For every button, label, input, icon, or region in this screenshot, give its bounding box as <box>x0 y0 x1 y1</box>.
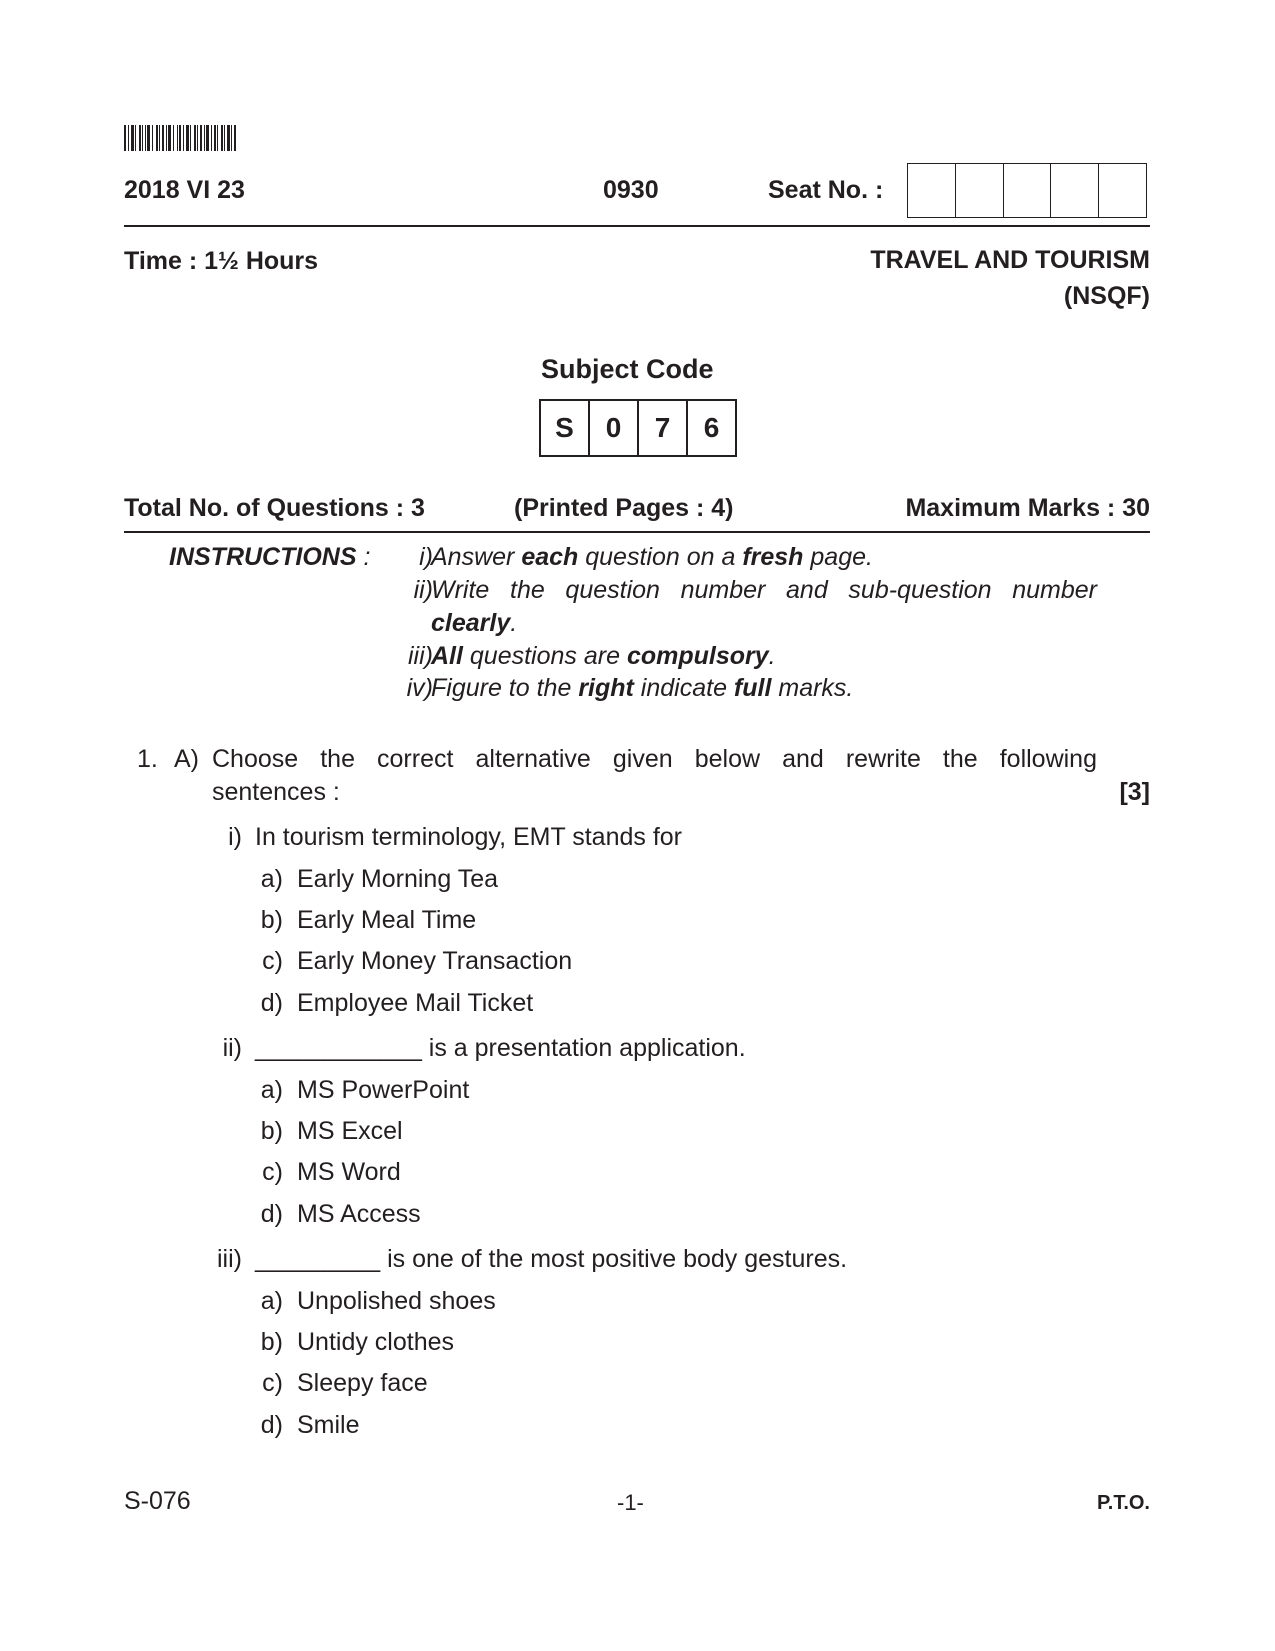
question-part: A) <box>174 745 199 773</box>
subquestion-text: _________ is one of the most positive body gestures. <box>255 1245 848 1273</box>
option-label: a) <box>260 1076 283 1104</box>
option-text: Early Money Transaction <box>297 947 573 975</box>
option-text: Early Morning Tea <box>297 865 499 893</box>
option-label: b) <box>260 1117 283 1145</box>
option-text: MS Access <box>297 1200 421 1228</box>
subject-code-char: S <box>541 401 590 455</box>
option-text: MS PowerPoint <box>297 1076 470 1104</box>
seat-box[interactable] <box>1051 164 1099 217</box>
subject-code-char: 6 <box>703 412 720 443</box>
paper-code: 0930 <box>603 176 659 204</box>
seat-number-boxes[interactable] <box>907 163 1147 218</box>
option-text: Untidy clothes <box>297 1328 455 1356</box>
footer-code: S-076 <box>124 1487 191 1515</box>
subject-code-char: 0 <box>590 401 639 455</box>
option-label: a) <box>260 1287 283 1315</box>
instruction-number: i) <box>419 543 433 571</box>
instruction-3: All questions are compulsory. <box>431 642 776 670</box>
question-marks: [3] <box>1119 778 1150 806</box>
header-divider <box>124 225 1150 227</box>
instruction-2-continued: clearly. <box>431 609 518 637</box>
page-number: -1- <box>617 1490 644 1515</box>
instruction-number: iii) <box>408 642 433 670</box>
option-text: MS Excel <box>297 1117 403 1145</box>
option-label: c) <box>262 947 283 975</box>
exam-time: Time : 1½ Hours <box>124 247 319 275</box>
question-number: 1. <box>137 745 158 773</box>
instruction-2: Write the question number and sub-question number <box>431 576 1097 604</box>
subject-code-label: Subject Code <box>541 354 714 384</box>
subquestion-number: ii) <box>222 1034 242 1062</box>
option-text: Unpolished shoes <box>297 1287 496 1315</box>
seat-box[interactable] <box>908 164 956 217</box>
subject-code-char: 7 <box>639 401 688 455</box>
please-turn-over: P.T.O. <box>1097 1492 1150 1514</box>
subject-title: TRAVEL AND TOURISM <box>870 246 1150 274</box>
option-label: c) <box>262 1158 283 1186</box>
instruction-number: ii) <box>413 576 433 604</box>
option-text: MS Word <box>297 1158 401 1186</box>
question-1a-text: Choose the correct alternative given below and rewrite the following <box>212 745 1097 773</box>
subquestion-number: i) <box>228 823 242 851</box>
barcode <box>124 125 264 151</box>
instruction-4: Figure to the right indicate full marks. <box>431 674 854 702</box>
total-questions: Total No. of Questions : 3 <box>124 494 425 522</box>
option-text: Smile <box>297 1411 360 1439</box>
maximum-marks: Maximum Marks : 30 <box>905 494 1150 522</box>
seat-box[interactable] <box>956 164 1004 217</box>
option-text: Early Meal Time <box>297 906 477 934</box>
totals-divider <box>124 531 1150 533</box>
option-label: d) <box>260 989 283 1017</box>
subject-code-boxes <box>539 399 737 457</box>
printed-pages: (Printed Pages : 4) <box>514 494 734 522</box>
option-text: Sleepy face <box>297 1369 428 1397</box>
option-label: d) <box>260 1200 283 1228</box>
instructions-label: INSTRUCTIONS <box>169 543 357 571</box>
instructions-heading: INSTRUCTIONS : <box>169 543 371 571</box>
seat-box[interactable] <box>1099 164 1146 217</box>
subquestion-number: iii) <box>217 1245 242 1273</box>
subquestion-text: ____________ is a presentation application. <box>255 1034 746 1062</box>
option-label: a) <box>260 865 283 893</box>
option-label: c) <box>262 1369 283 1397</box>
seat-number-label: Seat No. : <box>768 176 884 204</box>
option-label: b) <box>260 906 283 934</box>
subject-subtitle: (NSQF) <box>1063 282 1150 310</box>
option-label: b) <box>260 1328 283 1356</box>
seat-box[interactable] <box>1004 164 1052 217</box>
option-text: Employee Mail Ticket <box>297 989 534 1017</box>
question-1a-text-continued: sentences : <box>212 778 340 806</box>
subquestion-text: In tourism terminology, EMT stands for <box>255 823 683 851</box>
option-label: d) <box>260 1411 283 1439</box>
instruction-number: iv) <box>406 674 433 702</box>
instruction-1: Answer each question on a fresh page. <box>431 543 873 571</box>
exam-code: 2018 VI 23 <box>124 176 245 204</box>
